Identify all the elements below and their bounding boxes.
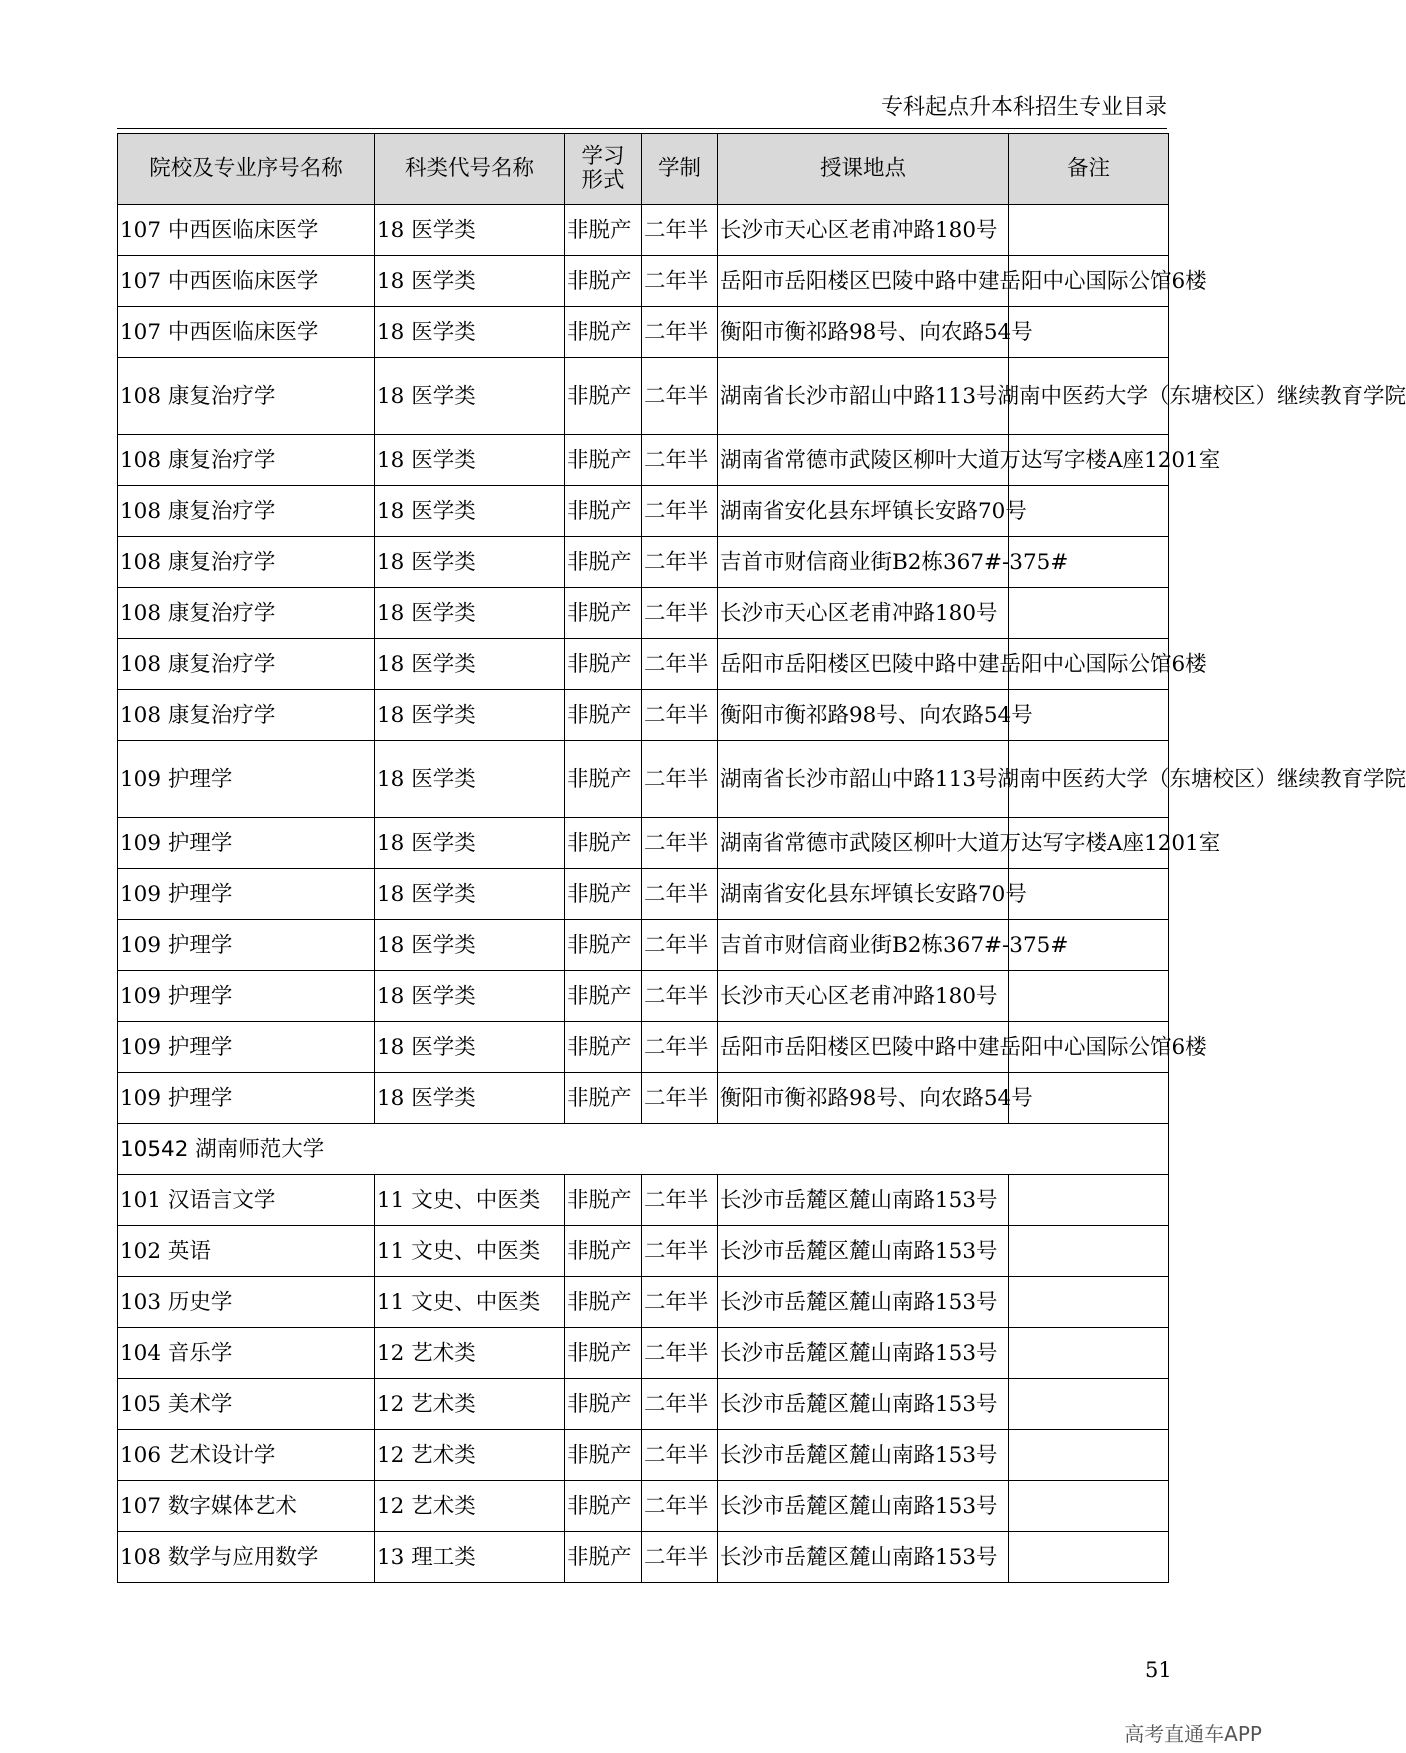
cell-category: 13 理工类 [375, 1532, 565, 1583]
table-row [118, 256, 1169, 307]
table-row [118, 1073, 1169, 1124]
cell-major: 109 护理学 [118, 1073, 375, 1124]
cell-major: 107 中西医临床医学 [118, 205, 375, 256]
cell-mode: 非脱产 [565, 1430, 642, 1481]
cell-duration: 二年半 [642, 1328, 718, 1379]
cell-mode: 非脱产 [565, 1277, 642, 1328]
cell-note [1009, 1379, 1169, 1430]
cell-category: 18 医学类 [375, 256, 565, 307]
table-row [118, 1532, 1169, 1583]
cell-mode: 非脱产 [565, 1175, 642, 1226]
cell-location: 衡阳市衡祁路98号、向农路54号 [718, 1073, 1009, 1124]
cell-location: 湖南省常德市武陵区柳叶大道万达写字楼A座1201室 [718, 435, 1009, 486]
cell-major: 107 中西医临床医学 [118, 256, 375, 307]
col-header-major: 院校及专业序号名称 [118, 134, 375, 205]
cell-major: 108 康复治疗学 [118, 588, 375, 639]
cell-location: 衡阳市衡祁路98号、向农路54号 [718, 307, 1009, 358]
table-header [118, 134, 1169, 205]
table-row [118, 1430, 1169, 1481]
cell-location: 长沙市岳麓区麓山南路153号 [718, 1379, 1009, 1430]
cell-duration: 二年半 [642, 1277, 718, 1328]
cell-duration: 二年半 [642, 537, 718, 588]
cell-category: 18 医学类 [375, 920, 565, 971]
col-header-mode [565, 134, 642, 205]
cell-mode: 非脱产 [565, 486, 642, 537]
cell-note [1009, 1175, 1169, 1226]
cell-major: 108 康复治疗学 [118, 435, 375, 486]
cell-mode: 非脱产 [565, 690, 642, 741]
cell-duration: 二年半 [642, 486, 718, 537]
table-row [118, 486, 1169, 537]
table-row [118, 1022, 1169, 1073]
cell-category: 18 医学类 [375, 741, 565, 818]
catalog-table [117, 133, 1406, 1583]
table-row [118, 971, 1169, 1022]
cell-category: 18 医学类 [375, 588, 565, 639]
cell-mode: 非脱产 [565, 205, 642, 256]
table-row [118, 818, 1169, 869]
cell-mode: 非脱产 [565, 971, 642, 1022]
cell-location: 湖南省长沙市韶山中路113号湖南中医药大学（东塘校区）继续教育学院 [718, 358, 1009, 435]
cell-duration: 二年半 [642, 1379, 718, 1430]
cell-note [1009, 1481, 1169, 1532]
cell-category: 18 医学类 [375, 971, 565, 1022]
table-row [118, 920, 1169, 971]
cell-category: 12 艺术类 [375, 1430, 565, 1481]
header-title: 专科起点升本科招生专业目录 [880, 95, 1167, 120]
cell-category: 12 艺术类 [375, 1328, 565, 1379]
table-row [118, 1379, 1169, 1430]
cell-major: 103 历史学 [118, 1277, 375, 1328]
table-row [118, 741, 1169, 818]
cell-location: 长沙市天心区老甫冲路180号 [718, 205, 1009, 256]
table-row [118, 205, 1169, 256]
cell-mode: 非脱产 [565, 435, 642, 486]
cell-major: 108 康复治疗学 [118, 639, 375, 690]
cell-major: 107 数字媒体艺术 [118, 1481, 375, 1532]
cell-category: 12 艺术类 [375, 1481, 565, 1532]
cell-note [1009, 588, 1169, 639]
cell-location: 湖南省常德市武陵区柳叶大道万达写字楼A座1201室 [718, 818, 1009, 869]
cell-duration: 二年半 [642, 435, 718, 486]
cell-major: 108 数学与应用数学 [118, 1532, 375, 1583]
table-row [118, 1226, 1169, 1277]
cell-category: 18 医学类 [375, 639, 565, 690]
cell-mode: 非脱产 [565, 639, 642, 690]
cell-major: 109 护理学 [118, 971, 375, 1022]
cell-note [1009, 486, 1169, 537]
cell-category: 11 文史、中医类 [375, 1175, 565, 1226]
col-header-note: 备注 [1009, 134, 1169, 205]
cell-location: 长沙市岳麓区麓山南路153号 [718, 1226, 1009, 1277]
cell-category: 11 文史、中医类 [375, 1277, 565, 1328]
cell-mode: 非脱产 [565, 869, 642, 920]
cell-major: 105 美术学 [118, 1379, 375, 1430]
cell-category: 18 医学类 [375, 307, 565, 358]
cell-duration: 二年半 [642, 1532, 718, 1583]
table-row [118, 1481, 1169, 1532]
cell-location: 长沙市天心区老甫冲路180号 [718, 588, 1009, 639]
table-body [118, 205, 1406, 1583]
cell-category: 18 医学类 [375, 435, 565, 486]
table-row [118, 435, 1169, 486]
col-header-category: 科类代号名称 [375, 134, 565, 205]
cell-duration: 二年半 [642, 1226, 718, 1277]
table-row [118, 1328, 1169, 1379]
header-rule [117, 128, 1167, 129]
cell-location: 长沙市岳麓区麓山南路153号 [718, 1175, 1009, 1226]
cell-duration: 二年半 [642, 1481, 718, 1532]
cell-mode: 非脱产 [565, 256, 642, 307]
cell-location: 吉首市财信商业街B2栋367#-375# [718, 920, 1009, 971]
table-row [118, 537, 1169, 588]
cell-category: 18 医学类 [375, 358, 565, 435]
cell-location: 衡阳市衡祁路98号、向农路54号 [718, 690, 1009, 741]
cell-duration: 二年半 [642, 1073, 718, 1124]
cell-note [1009, 1532, 1169, 1583]
cell-mode: 非脱产 [565, 1532, 642, 1583]
cell-duration: 二年半 [642, 256, 718, 307]
cell-location: 长沙市岳麓区麓山南路153号 [718, 1532, 1009, 1583]
cell-mode: 非脱产 [565, 741, 642, 818]
header-row [118, 134, 1169, 205]
table-row [118, 1277, 1169, 1328]
cell-mode: 非脱产 [565, 920, 642, 971]
table-row [118, 690, 1169, 741]
cell-category: 18 医学类 [375, 1022, 565, 1073]
cell-category: 18 医学类 [375, 537, 565, 588]
cell-duration: 二年半 [642, 869, 718, 920]
cell-location: 湖南省长沙市韶山中路113号湖南中医药大学（东塘校区）继续教育学院 [718, 741, 1009, 818]
cell-note [1009, 205, 1169, 256]
cell-category: 12 艺术类 [375, 1379, 565, 1430]
table-row [118, 1175, 1169, 1226]
cell-category: 18 医学类 [375, 869, 565, 920]
cell-duration: 二年半 [642, 920, 718, 971]
cell-note [1009, 1328, 1169, 1379]
cell-major: 109 护理学 [118, 741, 375, 818]
cell-mode: 非脱产 [565, 588, 642, 639]
table-row [118, 307, 1169, 358]
cell-major: 108 康复治疗学 [118, 537, 375, 588]
cell-note [1009, 1277, 1169, 1328]
cell-major: 109 护理学 [118, 818, 375, 869]
col-header-location: 授课地点 [718, 134, 1009, 205]
cell-duration: 二年半 [642, 1430, 718, 1481]
cell-mode: 非脱产 [565, 1379, 642, 1430]
cell-mode: 非脱产 [565, 818, 642, 869]
cell-major: 107 中西医临床医学 [118, 307, 375, 358]
cell-category: 18 医学类 [375, 690, 565, 741]
cell-location: 长沙市岳麓区麓山南路153号 [718, 1328, 1009, 1379]
cell-category: 18 医学类 [375, 818, 565, 869]
cell-mode: 非脱产 [565, 1481, 642, 1532]
cell-note [1009, 1430, 1169, 1481]
cell-mode: 非脱产 [565, 537, 642, 588]
cell-mode: 非脱产 [565, 358, 642, 435]
cell-major: 102 英语 [118, 1226, 375, 1277]
cell-major: 104 音乐学 [118, 1328, 375, 1379]
page-number: 51 [1145, 1658, 1172, 1682]
cell-duration: 二年半 [642, 588, 718, 639]
cell-location: 长沙市天心区老甫冲路180号 [718, 971, 1009, 1022]
cell-major: 109 护理学 [118, 869, 375, 920]
cell-major: 108 康复治疗学 [118, 358, 375, 435]
cell-major: 109 护理学 [118, 920, 375, 971]
cell-note [1009, 971, 1169, 1022]
cell-duration: 二年半 [642, 741, 718, 818]
cell-duration: 二年半 [642, 307, 718, 358]
cell-mode: 非脱产 [565, 307, 642, 358]
cell-duration: 二年半 [642, 1175, 718, 1226]
cell-mode: 非脱产 [565, 1073, 642, 1124]
cell-duration: 二年半 [642, 1022, 718, 1073]
table-row [118, 588, 1169, 639]
cell-note [1009, 1226, 1169, 1277]
cell-major: 106 艺术设计学 [118, 1430, 375, 1481]
cell-location: 湖南省安化县东坪镇长安路70号 [718, 869, 1009, 920]
cell-major: 108 康复治疗学 [118, 486, 375, 537]
watermark: 高考直通车APP [1124, 1722, 1262, 1746]
col-header-mode-text: 学习 形式 [581, 144, 625, 193]
cell-category: 11 文史、中医类 [375, 1226, 565, 1277]
cell-location: 长沙市岳麓区麓山南路153号 [718, 1481, 1009, 1532]
cell-duration: 二年半 [642, 639, 718, 690]
table-row [118, 869, 1169, 920]
table-row [118, 639, 1169, 690]
cell-major: 108 康复治疗学 [118, 690, 375, 741]
cell-category: 18 医学类 [375, 486, 565, 537]
cell-location: 湖南省安化县东坪镇长安路70号 [718, 486, 1009, 537]
cell-duration: 二年半 [642, 358, 718, 435]
cell-major: 101 汉语言文学 [118, 1175, 375, 1226]
col-header-duration: 学制 [642, 134, 718, 205]
cell-mode: 非脱产 [565, 1328, 642, 1379]
cell-location: 长沙市岳麓区麓山南路153号 [718, 1277, 1009, 1328]
cell-location: 吉首市财信商业街B2栋367#-375# [718, 537, 1009, 588]
table-row [118, 358, 1169, 435]
cell-location: 岳阳市岳阳楼区巴陵中路中建岳阳中心国际公馆6楼 [718, 639, 1009, 690]
cell-duration: 二年半 [642, 205, 718, 256]
cell-note [1009, 869, 1169, 920]
cell-category: 18 医学类 [375, 1073, 565, 1124]
cell-mode: 非脱产 [565, 1226, 642, 1277]
cell-category: 18 医学类 [375, 205, 565, 256]
cell-duration: 二年半 [642, 971, 718, 1022]
cell-duration: 二年半 [642, 690, 718, 741]
cell-mode: 非脱产 [565, 1022, 642, 1073]
cell-major: 109 护理学 [118, 1022, 375, 1073]
group-title: 10542 湖南师范大学 [118, 1124, 1169, 1175]
cell-location: 岳阳市岳阳楼区巴陵中路中建岳阳中心国际公馆6楼 [718, 256, 1009, 307]
cell-location: 岳阳市岳阳楼区巴陵中路中建岳阳中心国际公馆6楼 [718, 1022, 1009, 1073]
group-row [118, 1124, 1169, 1175]
cell-duration: 二年半 [642, 818, 718, 869]
cell-location: 长沙市岳麓区麓山南路153号 [718, 1430, 1009, 1481]
